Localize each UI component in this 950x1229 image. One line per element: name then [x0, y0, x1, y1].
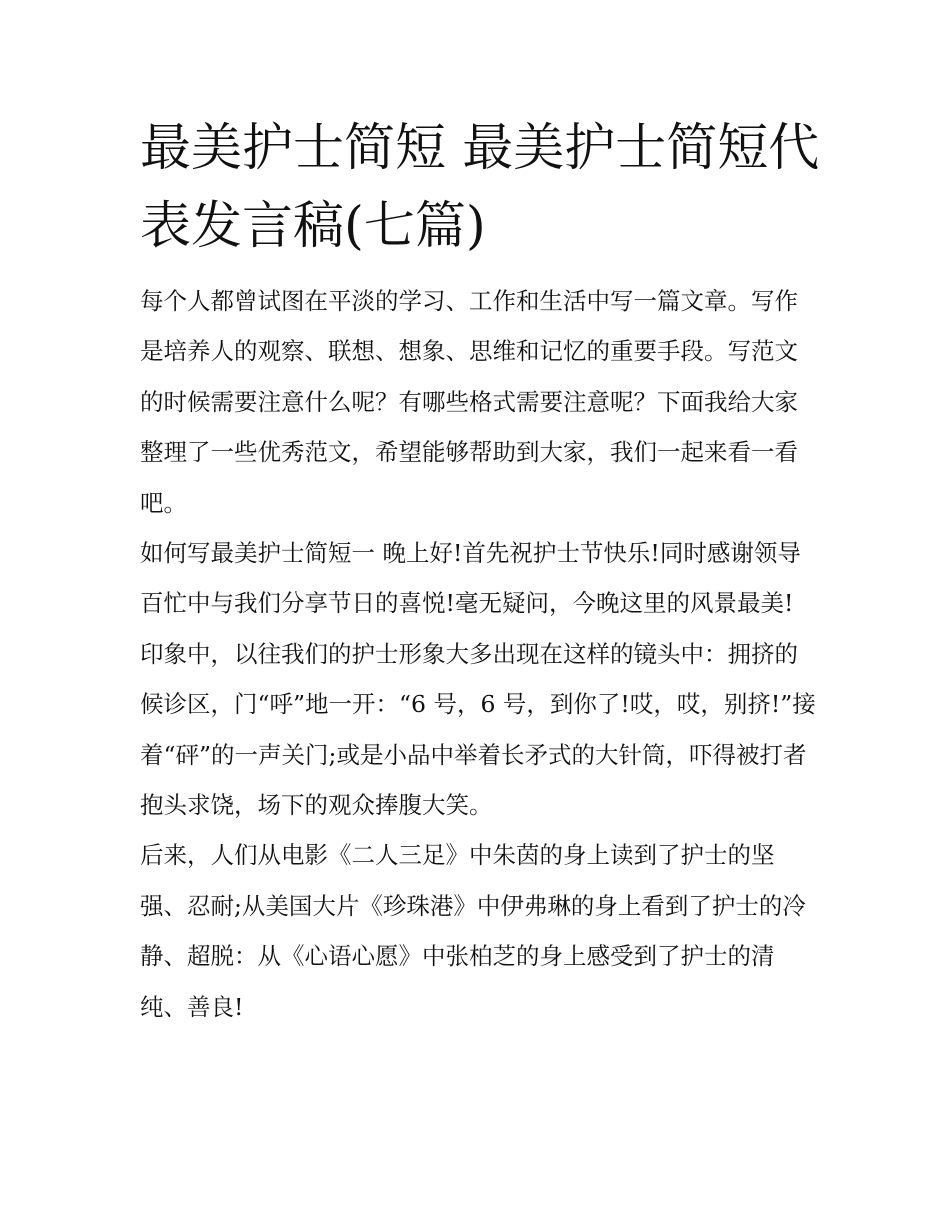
document-body: [140, 276, 820, 1032]
paragraph-impression: 印象中，以往我们的护士形象大多出现在这样的镜头中：拥挤的候诊区，门“呼”地一开：“6 号，6 号，到你了!哎，哎，别挤!”接着“砰”的一声关门;或是小品中举着长矛式的大针筒，吓得被打者抱头求饶，场下的观众捧腹大笑。: [140, 639, 816, 820]
paragraph-films: 后来，人们从电影《二人三足》中朱茵的身上读到了护士的坚强、忍耐;从美国大片《珍珠港》中伊弗琳的身上看到了护士的冷静、超脱：从《心语心愿》中张柏芝的身上感受到了护士的清纯、善良!: [140, 841, 806, 1021]
document-title: 最美护士简短 最美护士简短代表发言稿(七篇): [140, 119, 820, 256]
paragraph-intro: 每个人都曾试图在平淡的学习、工作和生活中写一篇文章。写作是培养人的观察、联想、想象、思维和记忆的重要手段。写范文的时候需要注意什么呢？有哪些格式需要注意呢？下面我给大家整理了一些优秀范文，希望能够帮助到大家，我们一起来看一看吧。: [140, 287, 798, 517]
paragraph-greeting: 如何写最美护士简短一 晚上好!首先祝护士节快乐!同时感谢领导百忙中与我们分享节日的喜悦!毫无疑问，今晚这里的风景最美!: [140, 539, 801, 618]
